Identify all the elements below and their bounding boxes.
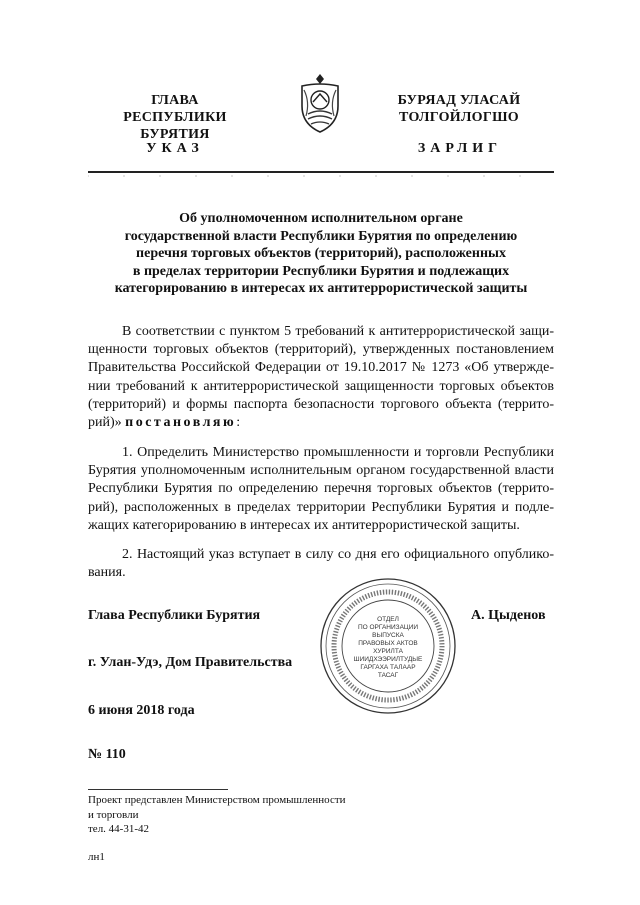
text-line: Правительства Российской Федерации от 19.10.2017 № 1273 «Об утвержде-	[88, 360, 554, 376]
footer-phone: тел. 44-31-42	[88, 823, 150, 835]
footer-divider	[88, 789, 228, 790]
text-line: 1. Определить Министерство промышленности и торговли Республики	[122, 445, 554, 460]
signatory-position: Глава Республики Бурятия	[88, 608, 261, 623]
text-line: Республики Бурятия по определению перечня торговых объектов (террито-	[88, 481, 554, 497]
decree-word: постановляю	[125, 415, 237, 431]
text-line: рий), расположенных в пределах территории Республики Бурятия и подле-	[88, 499, 554, 515]
coat-of-arms-emblem	[296, 72, 344, 134]
right-header	[386, 92, 532, 126]
text-line: 2. Настоящий указ вступает в силу со дня его официального опублико-	[122, 547, 554, 562]
header-dotted-line	[88, 173, 554, 179]
footer-line: и торговли	[88, 808, 139, 821]
text-line: нии требований к антитеррористической защищенности торговых объектов	[88, 378, 554, 394]
decree-title	[80, 210, 562, 298]
stamp-line: ОТДЕЛ	[377, 616, 399, 623]
stamp-line: ХУРИЛТА	[373, 648, 403, 655]
stamp-line: ТАСАГ	[377, 672, 399, 679]
signing-place: г. Улан-Удэ, Дом Правительства	[88, 655, 293, 670]
text-line	[88, 414, 554, 432]
footer-note	[88, 793, 346, 837]
stamp-line: ПРАВОВЫХ АКТОВ	[358, 640, 418, 647]
item-1-paragraph	[88, 444, 554, 535]
text-line: Бурятия уполномоченным исполнительным органом государственной власти	[88, 463, 554, 479]
title-line: государственной власти Республики Бурятия по определению	[124, 228, 518, 244]
stamp-line: ШИИДХЭЭРИЛТУДЫЕ	[353, 656, 423, 663]
decree-colon: :	[236, 415, 241, 431]
title-line: перечня торговых объектов (территорий), расположенных	[136, 246, 506, 261]
left-header-line2: РЕСПУБЛИКИ БУРЯТИЯ	[123, 110, 227, 142]
right-header-line1: БУРЯАД УЛАСАЙ	[397, 93, 521, 108]
left-header-line1: ГЛАВА	[151, 93, 199, 108]
doc-type-left: УКАЗ	[146, 141, 204, 156]
stamp-line: ПО ОРГАНИЗАЦИИ	[357, 624, 419, 631]
preamble-tail: рий)»	[88, 415, 122, 431]
decree-number: № 110	[88, 747, 126, 762]
text-line: жащих категорированию в интересах их антитеррористической защиты.	[88, 517, 520, 533]
text-line: вания.	[88, 565, 126, 581]
stamp-line: ВЫПУСКА	[372, 632, 404, 639]
signatory-name: А. Цыденов	[471, 608, 546, 623]
right-header-line2: ТОЛГОЙЛОГШО	[399, 110, 519, 125]
text-line: В соответствии с пунктом 5 требований к антитеррористической защи-	[122, 324, 554, 339]
signing-date: 6 июня 2018 года	[88, 703, 195, 718]
preamble-paragraph	[88, 323, 554, 432]
left-header	[88, 92, 262, 143]
title-line: категорированию в интересах их антитеррористической защиты	[114, 281, 528, 296]
text-line: (территорий) и формы паспорта безопасности торгового объекта (террито-	[88, 396, 554, 412]
title-line: в пределах территории Республики Бурятия и подлежащих	[132, 263, 510, 279]
doc-type-right: ЗАРЛИГ	[417, 141, 503, 156]
stamp-line: ГАРГАХА ТАЛААР	[360, 664, 416, 671]
official-stamp	[318, 576, 458, 716]
title-line: Об уполномоченном исполнительном органе	[179, 211, 463, 226]
footer-line: Проект представлен Министерством промышленности	[88, 794, 346, 806]
text-line: щенности торговых объектов (территорий), утвержденных постановлением	[88, 342, 554, 358]
footer-code: лн1	[88, 851, 105, 863]
